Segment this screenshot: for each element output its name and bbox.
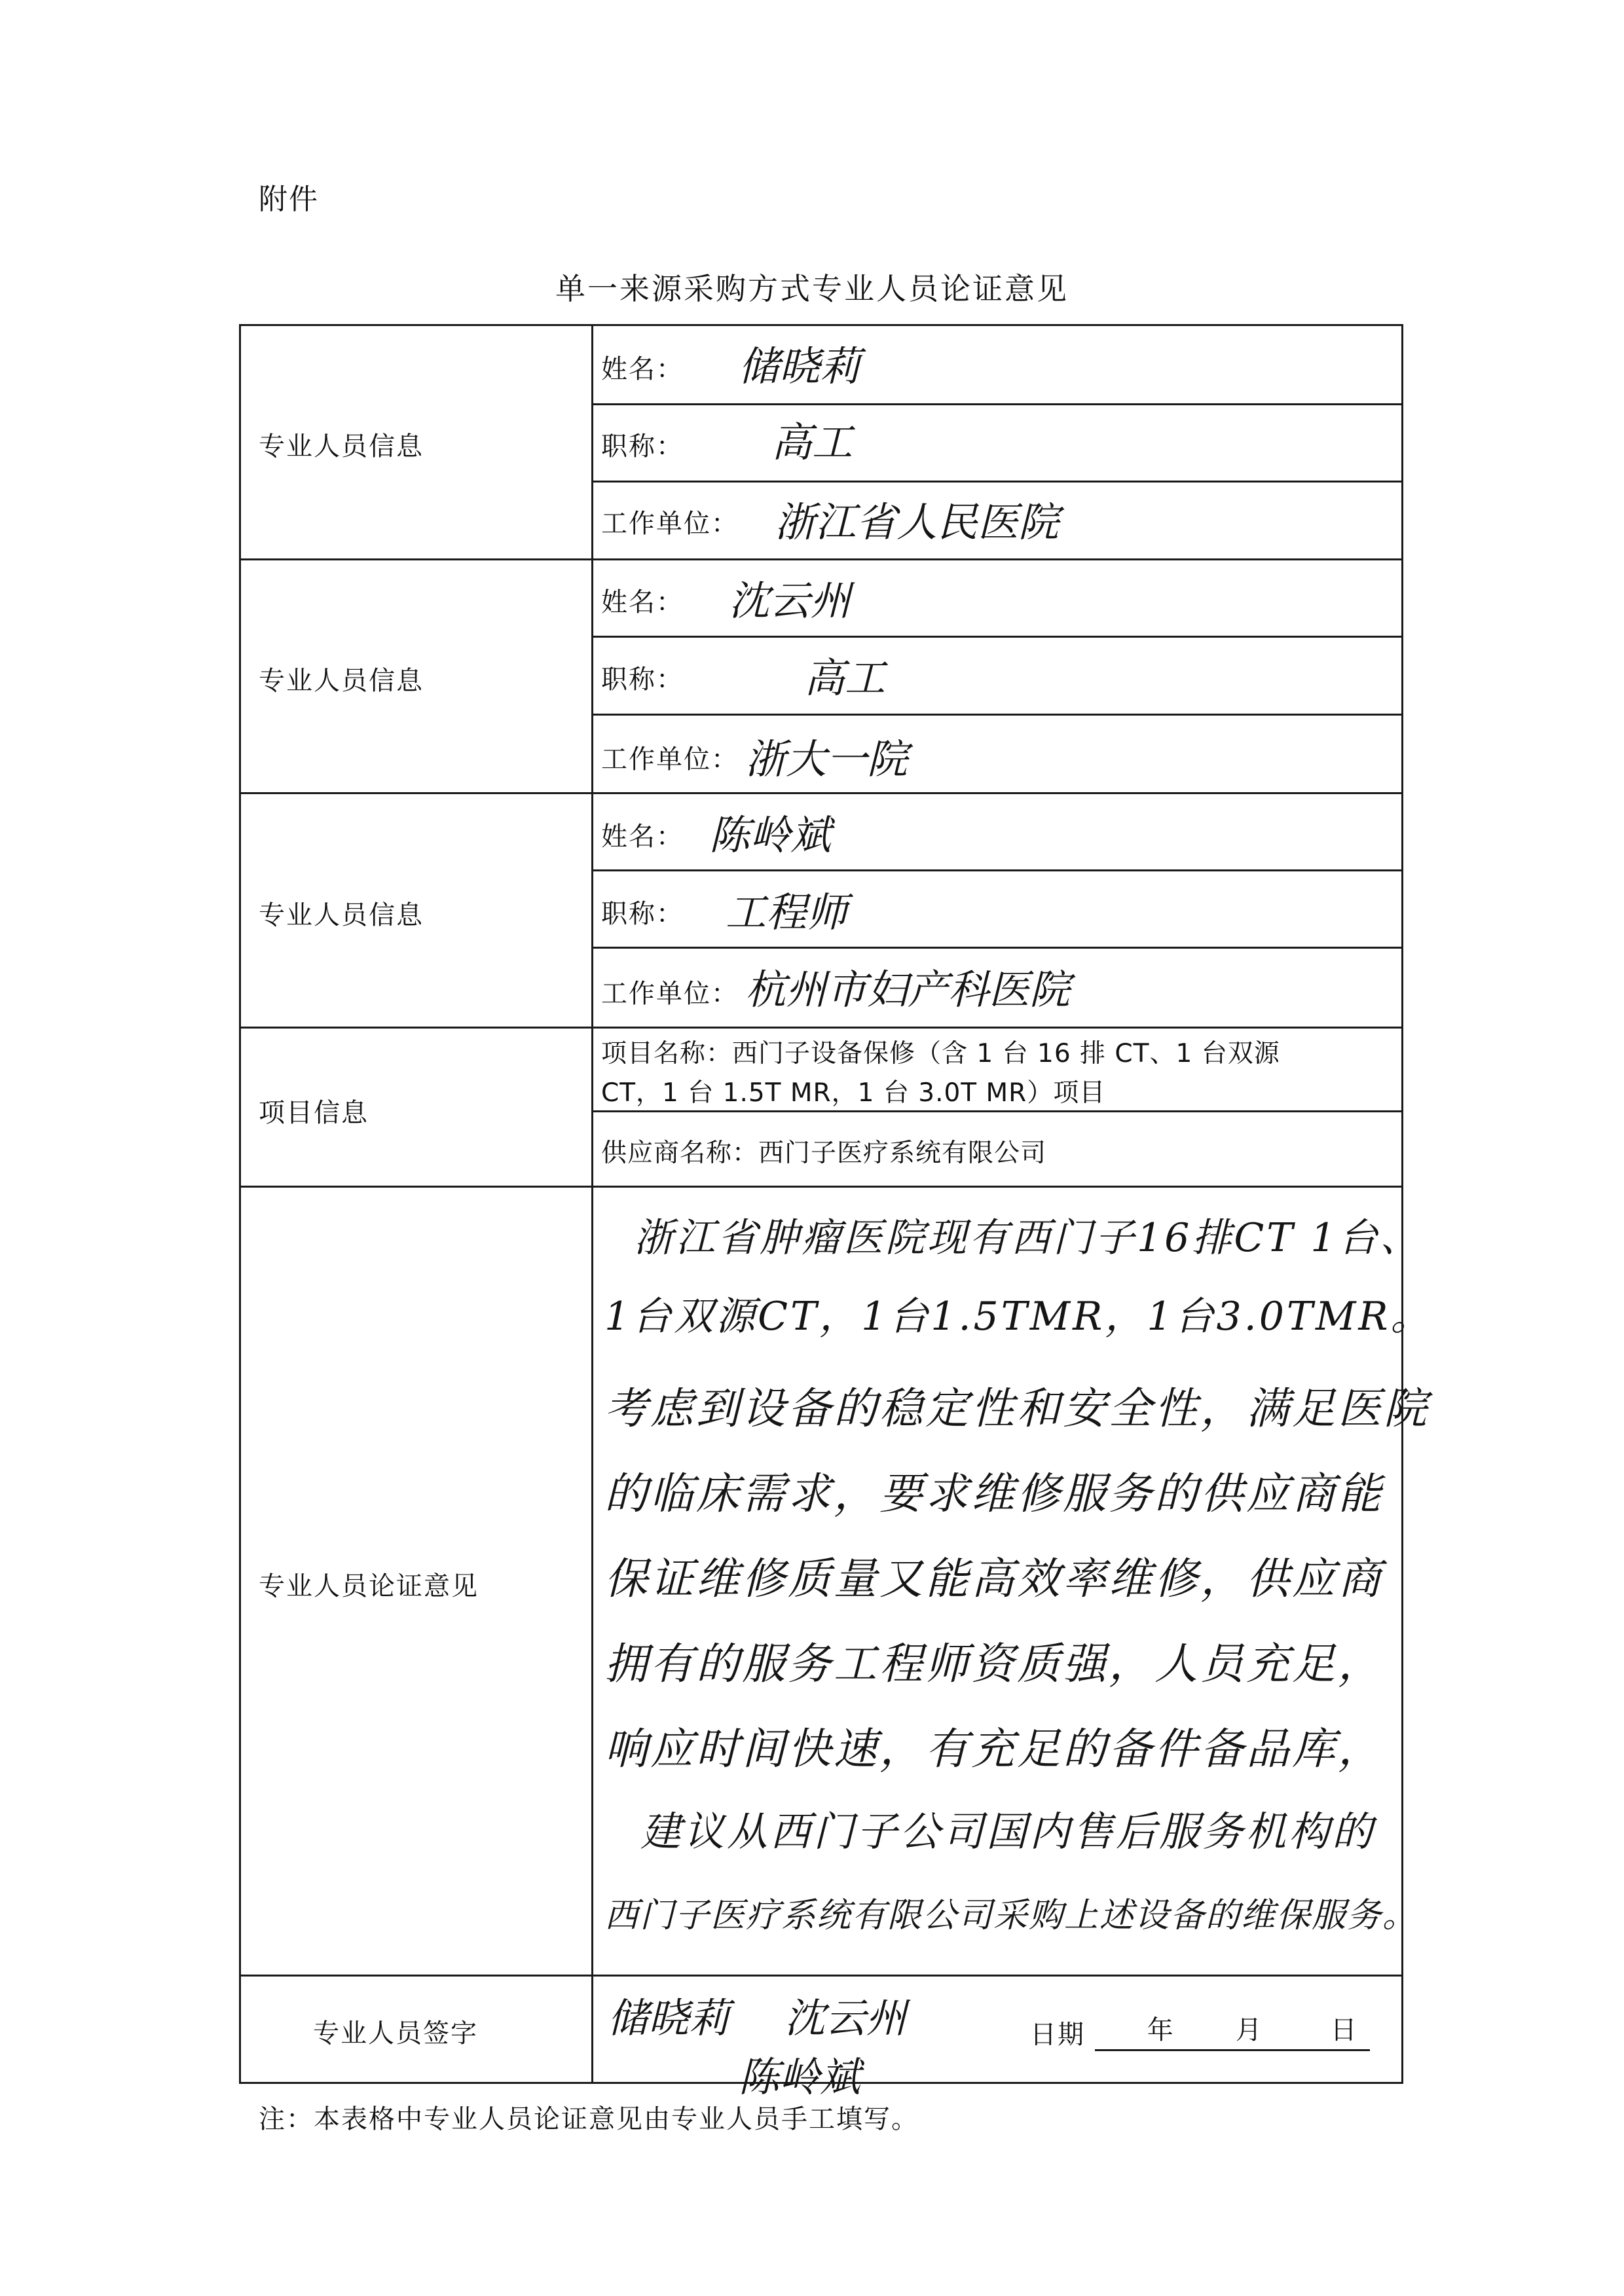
opinion-line: 的临床需求，要求维修服务的供应商能 xyxy=(604,1468,1384,1519)
title-label: 职称： xyxy=(601,665,684,695)
document-title: 单一来源采购方式专业人员论证意见 xyxy=(555,271,1069,306)
project-name-line1: 项目名称：西门子设备保修（含 1 台 16 排 CT、1 台双源 xyxy=(601,1039,1280,1068)
date-field xyxy=(1030,2014,1370,2051)
opinion-line: 建议从西门子公司国内售后服务机构的 xyxy=(640,1808,1376,1855)
opinion-section-label: 专业人员论证意见 xyxy=(259,1571,479,1601)
opinion-line: 保证维修质量又能高效率维修，供应商 xyxy=(604,1554,1384,1604)
row-divider xyxy=(591,403,1401,405)
date-underline xyxy=(1095,2015,1370,2051)
signature-handwritten: 陈岭斌 xyxy=(739,2053,861,2101)
signature-handwritten: 沈云州 xyxy=(784,1994,907,2042)
date-label: 日期 xyxy=(1030,2020,1085,2050)
expert-title-handwritten: 高工 xyxy=(804,654,886,702)
name-label: 姓名： xyxy=(601,354,684,384)
footnote: 注：本表格中专业人员论证意见由专业人员手工填写。 xyxy=(259,2104,919,2134)
expert-section-label: 专业人员信息 xyxy=(259,900,424,930)
section-divider xyxy=(241,1186,1401,1188)
opinion-line: 考虑到设备的稳定性和安全性，满足医院 xyxy=(604,1383,1430,1434)
opinion-line: 浙江省肿瘤医院现有西门子16排CT 1台、 xyxy=(634,1215,1422,1261)
opinion-line: 拥有的服务工程师资质强，人员充足， xyxy=(604,1639,1384,1689)
opinion-line: 西门子医疗系统有限公司采购上述设备的维保服务。 xyxy=(604,1896,1418,1935)
attachment-label: 附件 xyxy=(259,183,319,216)
project-name-line2: CT，1 台 1.5T MR，1 台 3.0T MR）项目 xyxy=(601,1078,1106,1108)
section-divider xyxy=(241,792,1401,794)
opinion-line: 响应时间快速，有充足的备件备品库， xyxy=(604,1724,1384,1774)
date-year-label: 年 xyxy=(1147,2015,1175,2045)
expert-name-handwritten: 储晓莉 xyxy=(739,342,861,390)
expert-title-handwritten: 工程师 xyxy=(726,888,848,936)
column-divider xyxy=(591,326,593,2082)
signature-section-label: 专业人员签字 xyxy=(313,2018,478,2049)
row-divider xyxy=(591,869,1401,871)
expert-name-handwritten: 沈云州 xyxy=(729,577,851,625)
date-day-label: 日 xyxy=(1330,2015,1358,2045)
section-divider xyxy=(241,1975,1401,1977)
opinion-line: 1台双源CT，1台1.5TMR，1台3.0TMR。 xyxy=(604,1294,1433,1339)
name-label: 姓名： xyxy=(601,822,684,852)
expert-section-label: 专业人员信息 xyxy=(259,431,424,462)
supplier-name: 供应商名称：西门子医疗系统有限公司 xyxy=(601,1139,1047,1168)
expert-unit-handwritten: 杭州市妇产科医院 xyxy=(745,966,1071,1013)
section-divider xyxy=(241,1027,1401,1029)
unit-label: 工作单位： xyxy=(601,744,739,774)
row-divider xyxy=(591,636,1401,638)
signature-handwritten: 储晓莉 xyxy=(608,1994,730,2042)
expert-unit-handwritten: 浙江省人民医院 xyxy=(775,498,1060,546)
date-month-label: 月 xyxy=(1235,2015,1263,2045)
unit-label: 工作单位： xyxy=(601,509,739,539)
row-divider xyxy=(591,947,1401,949)
expert-name-handwritten: 陈岭斌 xyxy=(709,811,832,859)
title-label: 职称： xyxy=(601,431,684,462)
row-divider xyxy=(591,714,1401,716)
opinion-form-table xyxy=(239,324,1433,2101)
row-divider xyxy=(591,481,1401,483)
expert-unit-handwritten: 浙大一院 xyxy=(745,735,908,783)
expert-section-label: 专业人员信息 xyxy=(259,666,424,696)
unit-label: 工作单位： xyxy=(601,979,739,1009)
title-label: 职称： xyxy=(601,899,684,929)
expert-title-handwritten: 高工 xyxy=(771,418,853,466)
name-label: 姓名： xyxy=(601,587,684,617)
section-divider xyxy=(241,558,1401,560)
project-section-label: 项目信息 xyxy=(259,1098,369,1128)
row-divider xyxy=(591,1110,1401,1112)
